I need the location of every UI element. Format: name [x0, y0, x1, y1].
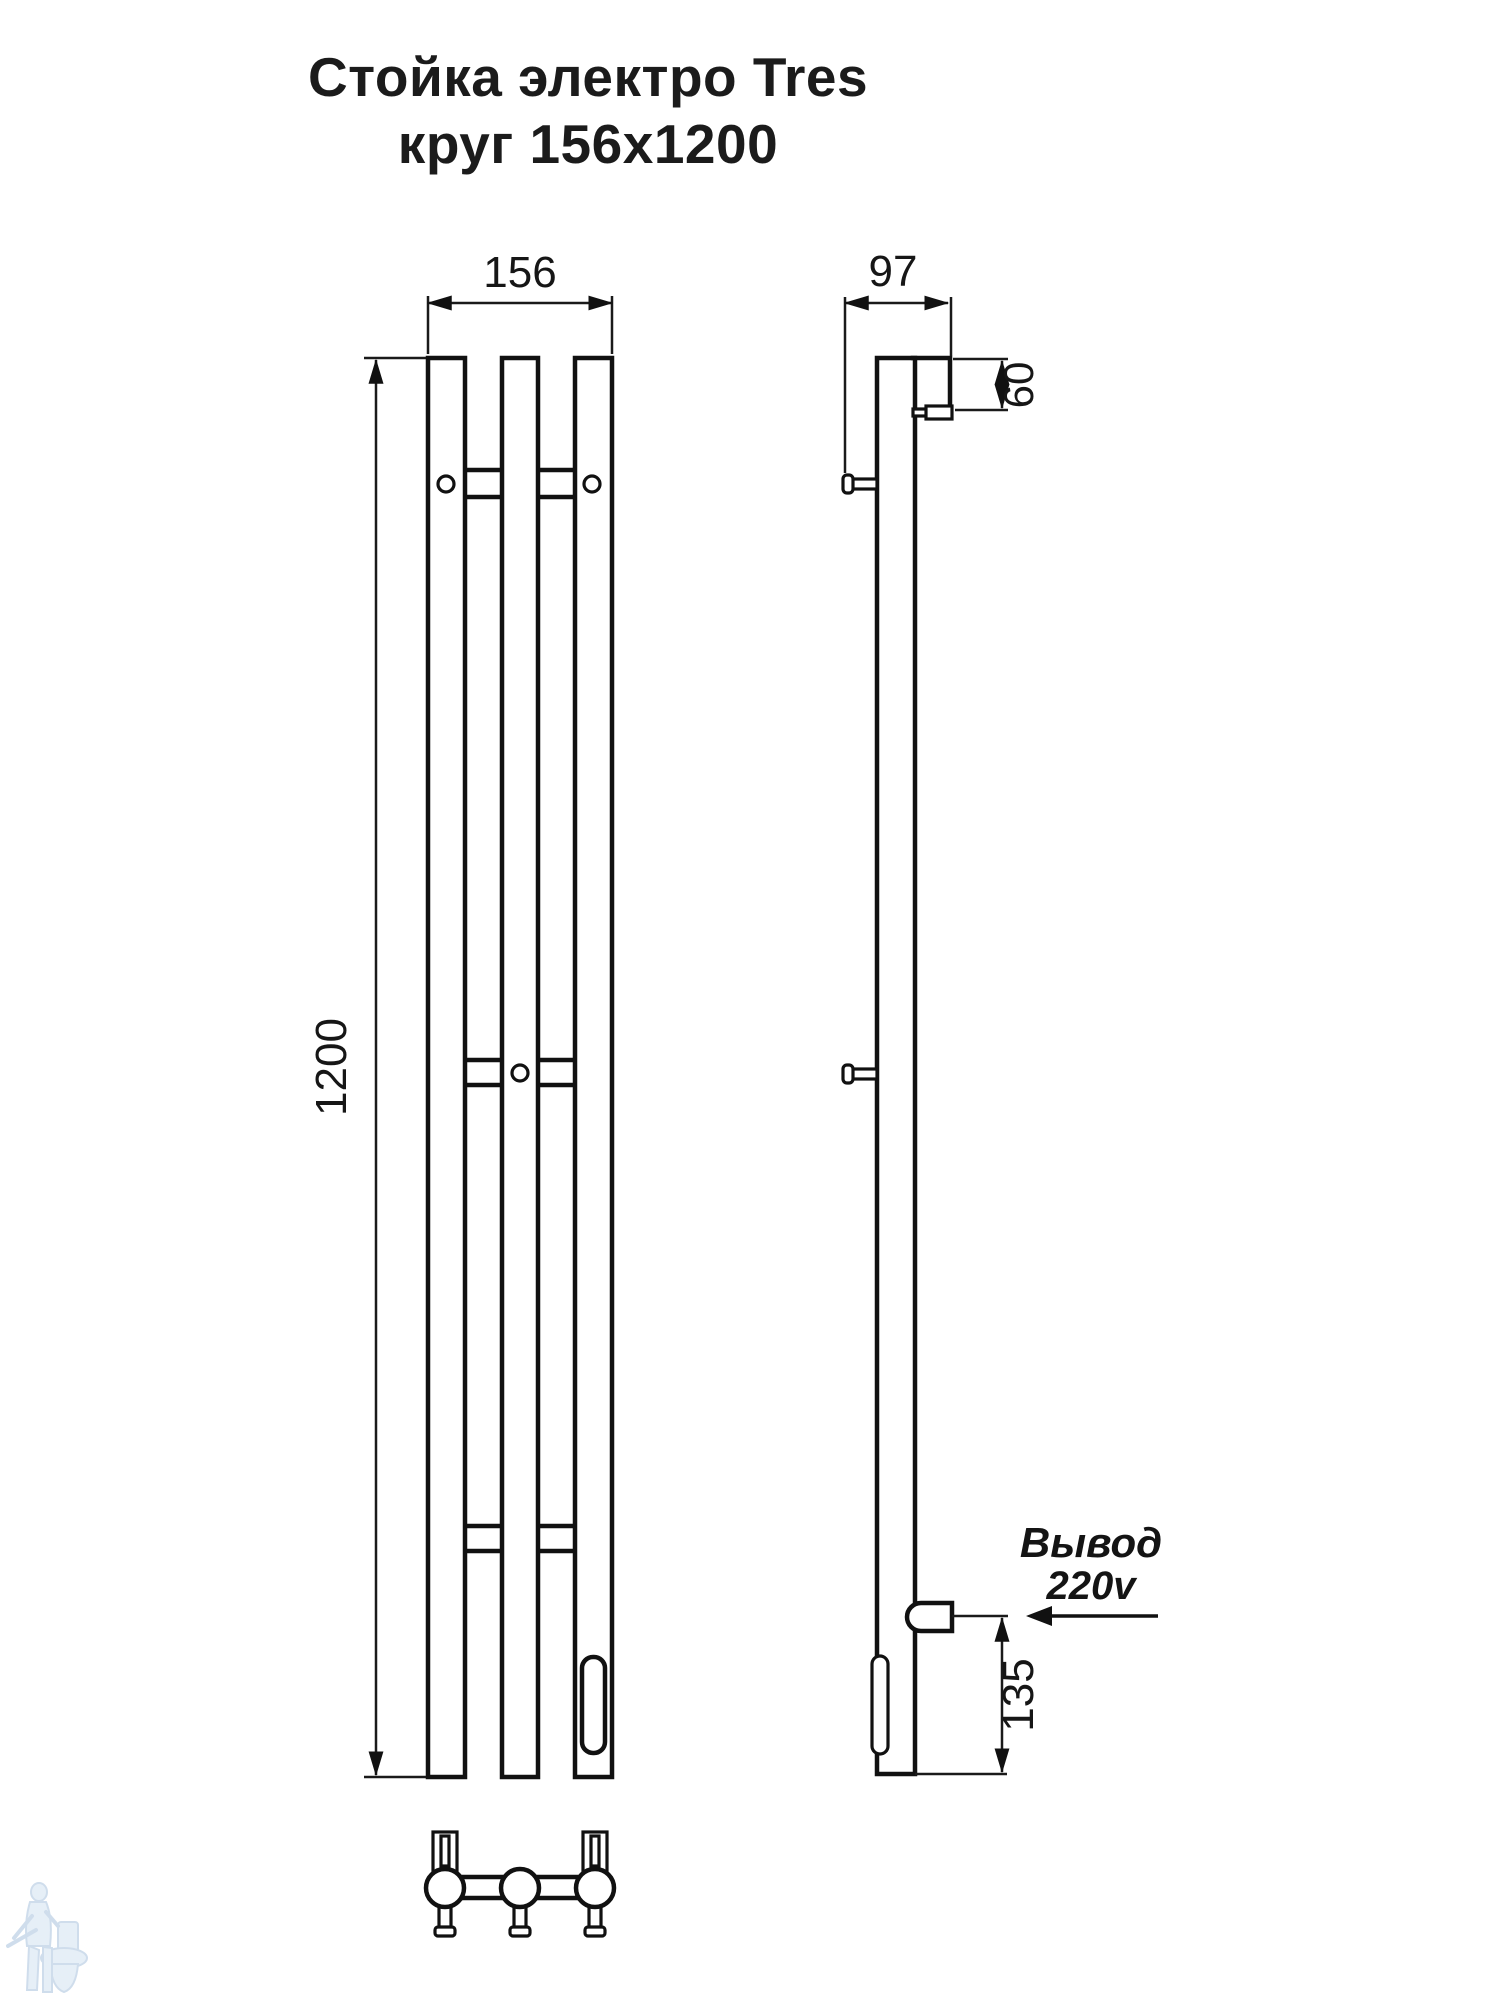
- wall-bracket-middle: [843, 1065, 877, 1083]
- tube-top-front-edge: [913, 358, 950, 407]
- top-view: [426, 1832, 614, 1936]
- side-depth-dim-label: 97: [868, 247, 918, 296]
- dimension-outlet-height: [952, 1616, 1043, 1772]
- power-label-line-2: 220v: [1046, 1564, 1136, 1608]
- tube-right: [575, 358, 612, 1777]
- side-view: [843, 247, 1162, 1774]
- title-line-1: Стойка электро Tres: [307, 46, 869, 108]
- dimension-front-height: [307, 358, 426, 1777]
- hook-offset-dim-label: 60: [995, 361, 1042, 409]
- display-slot-side: [872, 1656, 888, 1754]
- front-view: [307, 248, 612, 1777]
- dimension-front-width: [428, 248, 612, 354]
- tube-side-profile: [877, 358, 915, 1774]
- mounting-hole-top-right: [584, 476, 600, 492]
- watermark-plumber-toilet-icon: [8, 1883, 87, 1992]
- front-height-dim-label: 1200: [307, 1018, 356, 1116]
- cable-outlet: [907, 1603, 952, 1631]
- tube-section-middle: [501, 1869, 539, 1907]
- mounting-hole-middle: [512, 1065, 528, 1081]
- tube-section-left: [426, 1869, 464, 1907]
- front-width-dim-label: 156: [483, 248, 557, 297]
- wall-bracket-top: [843, 475, 877, 493]
- dimension-hook-offset: [953, 359, 1042, 410]
- display-slot-front: [582, 1657, 605, 1753]
- power-arrow: [1026, 1606, 1158, 1626]
- tube-section-right: [576, 1869, 614, 1907]
- tube-left: [428, 358, 465, 1777]
- top-hook: [913, 406, 952, 419]
- outlet-height-dim-label: 135: [994, 1658, 1043, 1732]
- power-callout: [1020, 1519, 1162, 1626]
- power-label-line-1: Вывод: [1019, 1519, 1163, 1566]
- mounting-hole-top-left: [438, 476, 454, 492]
- title-line-2: круг 156x1200: [397, 113, 779, 175]
